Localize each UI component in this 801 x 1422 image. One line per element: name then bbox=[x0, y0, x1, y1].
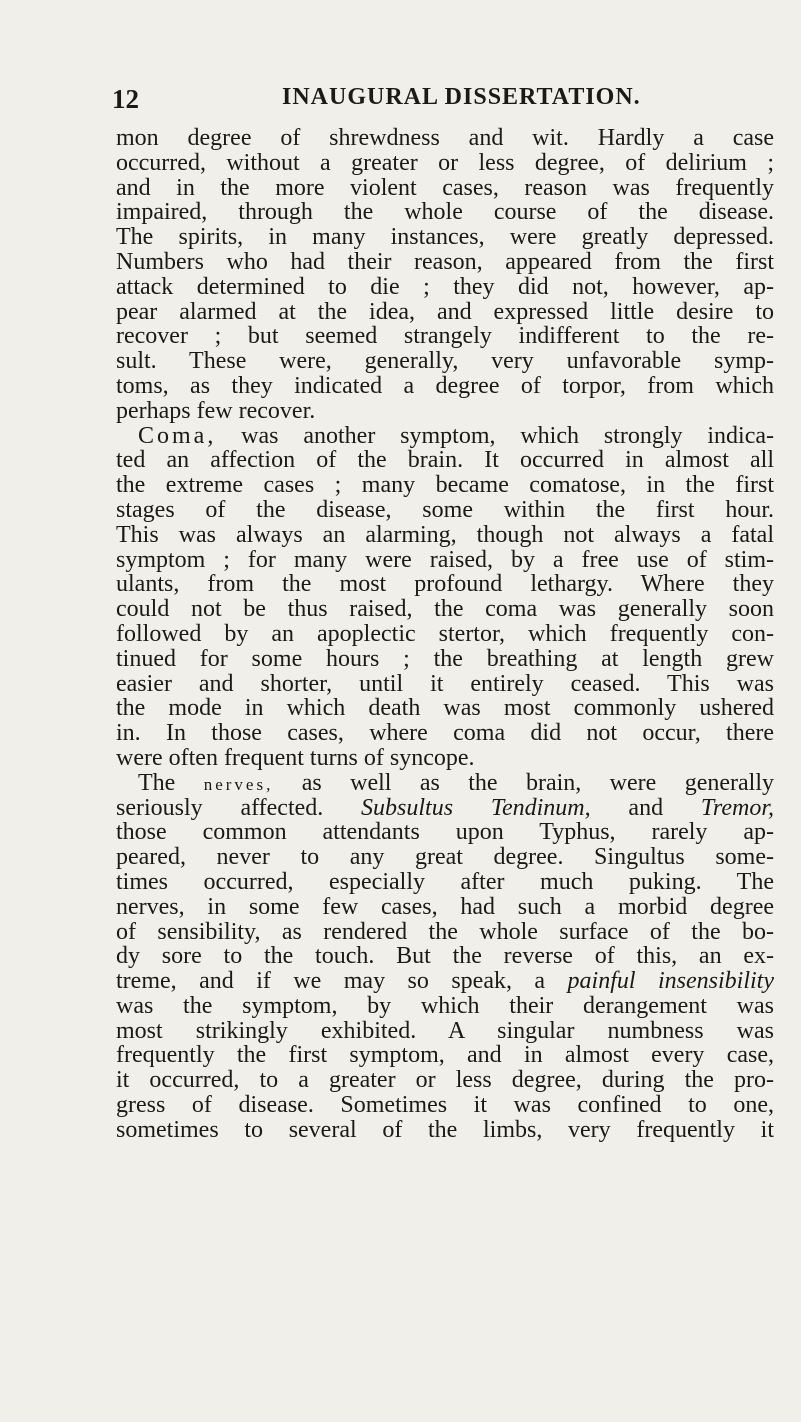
italic-term: painful insensibility bbox=[567, 968, 774, 995]
text-line: and in the more violent cases, reason was frequently bbox=[116, 174, 774, 201]
text-line: This was always an alarming, though not always a fatal bbox=[116, 521, 774, 548]
text-line: occurred, without a greater or less degree, of delirium ; bbox=[116, 149, 774, 176]
running-title: INAUGURAL DISSERTATION. bbox=[282, 84, 641, 110]
small-caps-term: Coma, bbox=[138, 422, 217, 449]
text-line: peared, never to any great degree. Singultus some- bbox=[116, 844, 774, 871]
text-line: frequently the first symptom, and in almost every case, bbox=[116, 1042, 774, 1069]
text-line: could not be thus raised, the coma was generally soon bbox=[116, 596, 774, 623]
paragraph-start-coma bbox=[116, 424, 774, 449]
text-run: and bbox=[590, 794, 701, 821]
text-line: recover ; but seemed strangely indifferent to the re- bbox=[116, 323, 774, 350]
text-line: the extreme cases ; many became comatose, in the first bbox=[116, 472, 774, 499]
text-line: nerves, in some few cases, had such a morbid degree bbox=[116, 893, 774, 920]
text-line: those common attendants upon Typhus, rarely ap- bbox=[116, 819, 774, 846]
text-run: seriously affected. bbox=[116, 794, 362, 821]
text-line: perhaps few recover. bbox=[116, 397, 316, 424]
italic-term: Subsultus Tendinum, bbox=[361, 794, 591, 821]
page-number: 12 bbox=[112, 84, 139, 114]
text-run: as well as the brain, were generally bbox=[273, 769, 774, 796]
text-run: was another symptom, which strongly indica- bbox=[216, 422, 774, 449]
text-line: were often frequent turns of syncope. bbox=[116, 744, 475, 771]
small-caps-term: nerves, bbox=[203, 774, 274, 794]
text-line: it occurred, to a greater or less degree, during the pro- bbox=[116, 1067, 774, 1094]
paragraph-start-nerves bbox=[116, 771, 774, 796]
text-line: The spirits, in many instances, were greatly depressed. bbox=[116, 224, 774, 251]
text-line: the mode in which death was most commonly ushered bbox=[116, 695, 774, 722]
text-line bbox=[116, 969, 774, 994]
text-line: of sensibility, as rendered the whole surface of the bo- bbox=[116, 918, 774, 945]
text-line: sometimes to several of the limbs, very frequently it bbox=[116, 1116, 774, 1143]
text-line: tinued for some hours ; the breathing at length grew bbox=[116, 645, 774, 672]
italic-term: Tremor, bbox=[700, 794, 774, 821]
text-line: attack determined to die ; they did not, however, ap- bbox=[116, 273, 774, 300]
text-line: impaired, through the whole course of the disease. bbox=[116, 199, 774, 226]
text-line: dy sore to the touch. But the reverse of this, an ex- bbox=[116, 943, 774, 970]
text-line: sult. These were, generally, very unfavorable symp- bbox=[116, 348, 774, 375]
text-line: symptom ; for many were raised, by a free use of stim- bbox=[116, 546, 774, 573]
text-line: pear alarmed at the idea, and expressed little desire to bbox=[116, 298, 774, 325]
text-line: in. In those cases, where coma did not occur, there bbox=[116, 720, 774, 747]
text-run: treme, and if we may so speak, a bbox=[116, 968, 568, 995]
body-text bbox=[116, 126, 774, 1143]
text-line: gress of disease. Sometimes it was confined to one, bbox=[116, 1092, 774, 1119]
text-line: most strikingly exhibited. A singular numbness was bbox=[116, 1017, 774, 1044]
text-line: times occurred, especially after much puking. The bbox=[116, 868, 774, 895]
text-line: was the symptom, by which their derangement was bbox=[116, 992, 774, 1019]
running-head bbox=[112, 84, 772, 114]
text-line: toms, as they indicated a degree of torpor, from which bbox=[116, 372, 774, 399]
text-line: Numbers who had their reason, appeared from the first bbox=[116, 248, 774, 275]
text-line: ted an affection of the brain. It occurred in almost all bbox=[116, 447, 774, 474]
text-line bbox=[116, 796, 774, 821]
text-run: The bbox=[138, 769, 204, 796]
text-line: mon degree of shrewdness and wit. Hardly a case bbox=[116, 125, 774, 151]
text-line: ulants, from the most profound lethargy. Where they bbox=[116, 571, 774, 598]
text-line: easier and shorter, until it entirely ceased. This was bbox=[116, 670, 774, 697]
text-line: stages of the disease, some within the first hour. bbox=[116, 496, 774, 523]
text-line: followed by an apoplectic stertor, which frequently con- bbox=[116, 620, 774, 647]
